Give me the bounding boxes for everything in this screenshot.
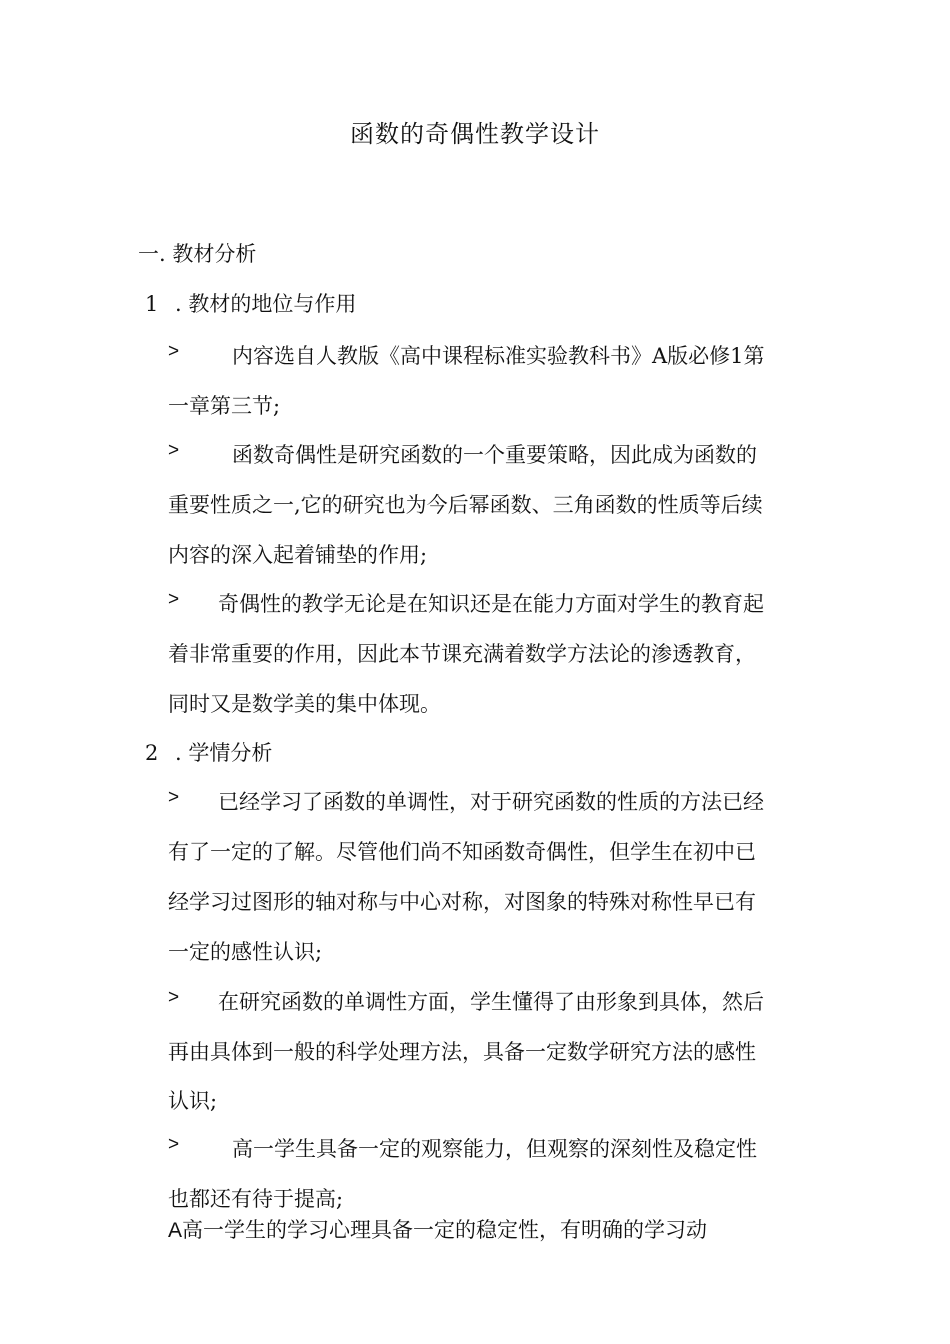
paragraph-line: 着非常重要的作用，因此本节课充满着数学方法论的渗透教育， bbox=[168, 642, 756, 666]
paragraph-line: 一章第三节; bbox=[168, 394, 281, 418]
subsection-label: . 学情分析 bbox=[175, 741, 273, 765]
bullet-marker: > bbox=[168, 987, 180, 1008]
bullet-marker: A bbox=[168, 1219, 183, 1242]
bullet-marker: > bbox=[168, 440, 180, 461]
bullet-marker: > bbox=[168, 589, 180, 610]
paragraph-text: 高一学生的学习心理具备一定的稳定性，有明确的学习动 bbox=[182, 1218, 708, 1242]
subsection-heading-1 bbox=[145, 288, 356, 318]
paragraph-line: 内容选自人教版《高中课程标准实验教科书》A版必修1第 bbox=[232, 344, 765, 368]
paragraph-line: 有了一定的了解。尽管他们尚不知函数奇偶性，但学生在初中已 bbox=[168, 840, 756, 864]
paragraph-line: 一定的感性认识; bbox=[168, 940, 323, 964]
subsection-number: 1 bbox=[145, 292, 159, 316]
subsection-label: . 教材的地位与作用 bbox=[175, 292, 357, 316]
paragraph-line: 同时又是数学美的集中体现。 bbox=[168, 692, 441, 716]
paragraph-line: 内容的深入起着铺垫的作用; bbox=[168, 543, 428, 567]
paragraph-line: 重要性质之一,它的研究也为今后幂函数、三角函数的性质等后续 bbox=[168, 493, 763, 517]
document-title: 函数的奇偶性教学设计 bbox=[350, 120, 600, 148]
paragraph-line: 在研究函数的单调性方面，学生懂得了由形象到具体，然后 bbox=[218, 990, 764, 1014]
bullet-marker: > bbox=[168, 1134, 180, 1155]
subsection-number: 2 bbox=[145, 741, 159, 765]
paragraph-line: 也都还有待于提高; bbox=[168, 1187, 344, 1211]
paragraph-line: 再由具体到一般的科学处理方法，具备一定数学研究方法的感性 bbox=[168, 1040, 756, 1064]
paragraph-line: 认识; bbox=[168, 1089, 218, 1113]
paragraph-line: 奇偶性的教学无论是在知识还是在能力方面对学生的教育起 bbox=[218, 592, 764, 616]
paragraph-line: 经学习过图形的轴对称与中心对称，对图象的特殊对称性早已有 bbox=[168, 890, 756, 914]
paragraph-line-last bbox=[168, 1214, 707, 1244]
paragraph-line: 已经学习了函数的单调性，对于研究函数的性质的方法已经 bbox=[218, 790, 764, 814]
paragraph-line: 高一学生具备一定的观察能力，但观察的深刻性及稳定性 bbox=[232, 1137, 757, 1161]
bullet-marker: > bbox=[168, 341, 180, 362]
paragraph-line: 函数奇偶性是研究函数的一个重要策略，因此成为函数的 bbox=[232, 443, 757, 467]
bullet-marker: > bbox=[168, 787, 180, 808]
section-heading-textbook-analysis: 一. 教材分析 bbox=[138, 242, 257, 266]
subsection-heading-2 bbox=[145, 737, 272, 767]
